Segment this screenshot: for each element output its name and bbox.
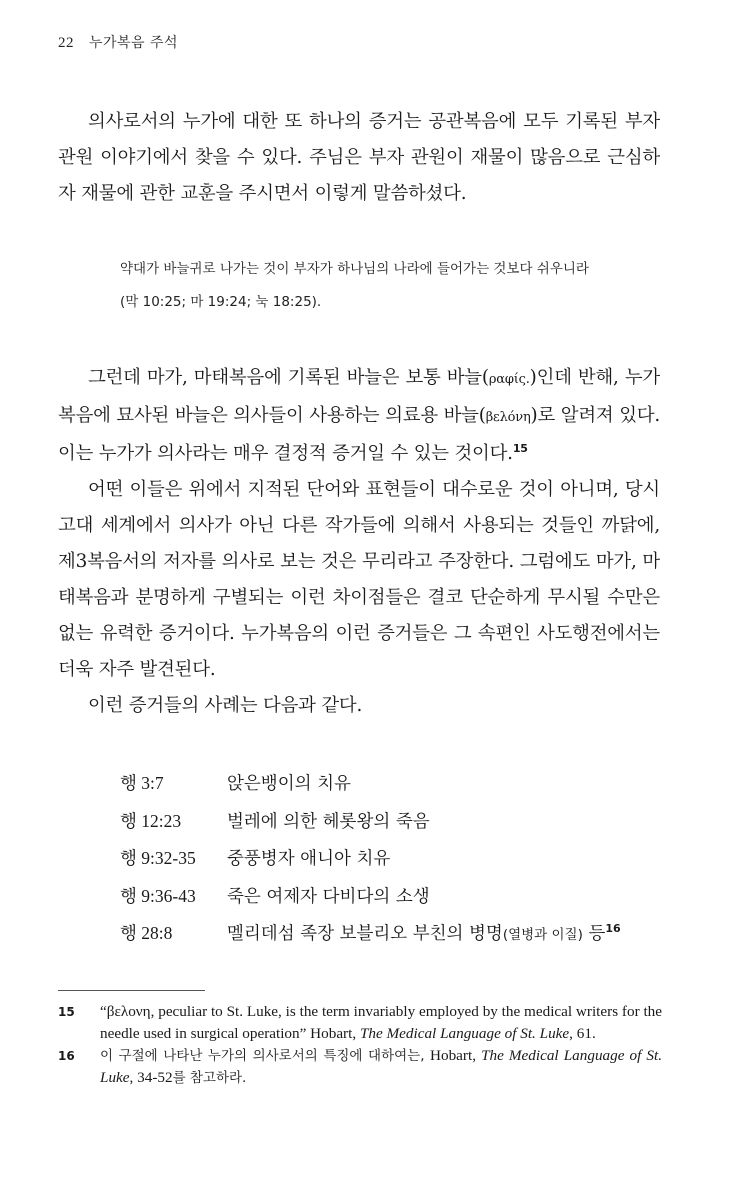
quote-text: 약대가 바늘귀로 나가는 것이 부자가 하나님의 나라에 들어가는 것보다 쉬우니라 xyxy=(120,261,589,277)
footnote-16-title: The Medical Language of St. Luke xyxy=(100,1047,662,1086)
block-quote xyxy=(120,253,665,319)
running-head xyxy=(58,32,178,52)
paragraph-4: 이런 증거들의 사례는 다음과 같다. xyxy=(88,695,363,716)
footnote-16-ko-tail: 를 참고하라. xyxy=(172,1070,247,1086)
acts-desc: 중풍병자 애니아 치유 xyxy=(227,849,391,870)
acts-desc: 벌레에 의한 헤롯왕의 죽음 xyxy=(227,811,430,832)
footnote-ref-15[interactable]: 15 xyxy=(512,441,528,455)
footnote-15-pre: “βελονη, peculiar to St. Luke, is the term invariably employed by the medical writers for the needle used in surgical operation” Hobart, xyxy=(100,1003,662,1042)
list-item xyxy=(120,839,680,877)
footnote-ref-16[interactable]: 16 xyxy=(605,922,621,936)
acts-examples-list xyxy=(120,764,680,952)
footnote-divider xyxy=(58,990,205,991)
greek-term-belone: βελόνη xyxy=(485,410,531,425)
paragraph-2-part-c: )로 알려져 있다. 이는 누가가 의사라는 매우 결정적 증거일 수 있는 것이다. xyxy=(58,405,660,464)
acts-ref: 행 9:36-43 xyxy=(120,885,196,906)
footnote-15-post: , 61. xyxy=(569,1025,596,1042)
list-item xyxy=(120,914,680,952)
footnote-text xyxy=(100,1001,662,1045)
paragraph-group xyxy=(58,360,660,724)
list-item xyxy=(120,802,680,840)
paragraph-2-part-a: 그런데 마가, 마태복음에 기록된 바늘은 보통 바늘( xyxy=(88,367,489,388)
paragraph-2-part-b: )인데 반해, 누가복음에 묘사된 바늘은 의사들이 사용하는 의료용 바늘( xyxy=(58,367,660,426)
footnote-15-title: The Medical Language of St. Luke xyxy=(359,1025,570,1042)
acts-ref: 행 9:32-35 xyxy=(120,848,196,869)
acts-desc: 멜리데섬 족장 보블리오 부친의 병명 xyxy=(227,924,503,945)
page-number: 22 xyxy=(58,35,74,51)
paragraph-2 xyxy=(58,360,660,472)
book-title: 누가복음 주석 xyxy=(88,35,179,51)
acts-desc-tail: 등 xyxy=(582,924,606,945)
footnote-16 xyxy=(58,1045,662,1089)
footnote-number: 15 xyxy=(58,1005,75,1019)
paragraph-1: 의사로서의 누가에 대한 또 하나의 증거는 공관복음에 모두 기록된 부자 관원 이야기에서 찾을 수 있다. 주님은 부자 관원이 재물이 많음으로 근심하자 재물에 관한 교훈을 주시면서 이렇게 말씀하셨다. xyxy=(58,111,660,204)
acts-desc-note: (열병과 이질) xyxy=(502,927,583,944)
footnote-16-post: , 34-52 xyxy=(129,1069,173,1086)
footnote-15 xyxy=(58,1001,662,1045)
acts-desc: 앉은뱅이의 치유 xyxy=(227,774,351,795)
acts-ref: 행 3:7 xyxy=(120,773,164,794)
footnote-16-pre: Hobart, xyxy=(430,1047,482,1064)
quote-reference: (막 10:25; 마 19:24; 눅 18:25). xyxy=(120,294,322,310)
acts-ref: 행 28:8 xyxy=(120,923,173,944)
acts-desc: 죽은 여제자 다비다의 소생 xyxy=(227,886,430,907)
acts-ref: 행 12:23 xyxy=(120,810,182,831)
footnote-text xyxy=(100,1045,662,1089)
paragraph-3: 어떤 이들은 위에서 지적된 단어와 표현들이 대수로운 것이 아니며, 당시 고대 세계에서 의사가 아닌 다른 작가들에 의해서 사용되는 것들인 까닭에, 제3복음서의 저자를 의사로 보는 것은 무리라고 주장한다. 그럼에도 마가, 마태복음과 분명하게 구별되는 이런 차이점들은 결코 단순하게 무시될 수만은 없는 유력한 증거이다. 누가복음의 이런 증거들은 그 속편인 사도행전에서는 더욱 자주 발견된다. xyxy=(58,479,660,680)
greek-term-raphis: ραφίς. xyxy=(488,372,530,387)
list-item xyxy=(120,877,680,915)
list-item xyxy=(120,764,680,802)
footnote-number: 16 xyxy=(58,1049,75,1063)
acts-desc-group xyxy=(227,920,680,945)
footnote-16-ko: 이 구절에 나타난 누가의 의사로서의 특징에 대하여는, xyxy=(100,1048,431,1064)
footnotes xyxy=(58,1001,662,1089)
paragraph-1-block xyxy=(58,104,660,212)
